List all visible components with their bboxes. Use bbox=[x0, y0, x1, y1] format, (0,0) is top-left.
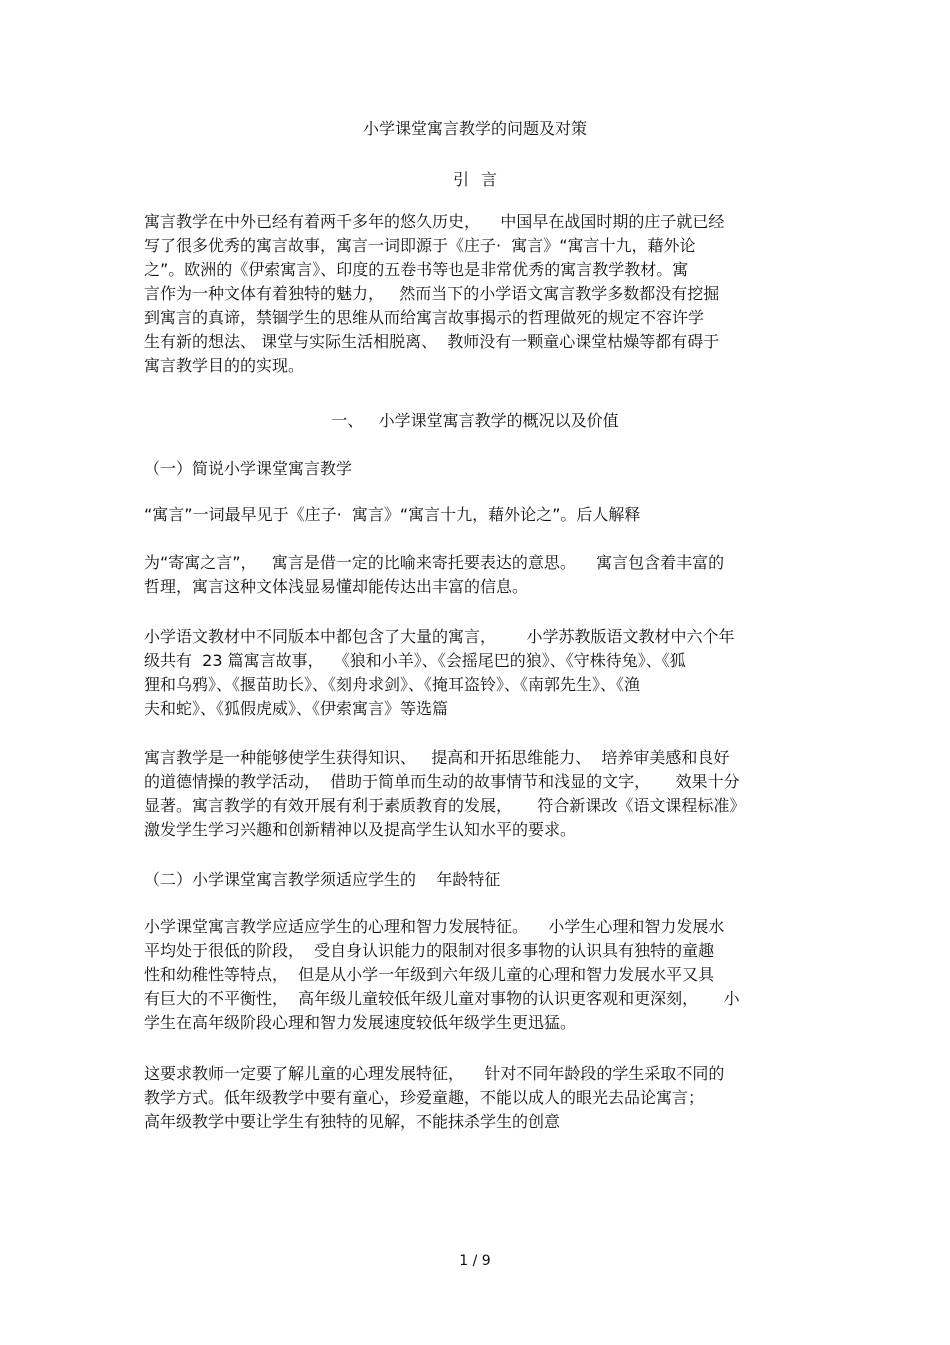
paragraph-line: 哲理，寓言这种文体浅显易懂却能传达出丰富的信息。 bbox=[144, 577, 529, 596]
paragraph-line: 寓言教学目的的实现。 bbox=[144, 356, 305, 375]
paragraph-3 bbox=[144, 625, 809, 721]
paragraph-line: 教学方式。低年级教学中要有童心，珍爱童趣，不能以成人的眼光去品论寓言； bbox=[144, 1088, 705, 1107]
paragraph-line: 之”。欧洲的《伊索寓言》、印度的五卷书等也是非常优秀的寓言教学教材。寓 bbox=[144, 260, 689, 279]
paragraph-line: “寓言”一词最早见于《庄子· 寓言》“寓言十九，藉外论之”。后人解释 bbox=[144, 505, 641, 524]
paragraph-line: 有巨大的不平衡性， 高年级儿童较低年级儿童对事物的认识更客观和更深刻， 小 bbox=[144, 989, 740, 1008]
paragraph-line: 平均处于很低的阶段， 受自身认识能力的限制对很多事物的认识具有独特的童趣 bbox=[144, 941, 715, 960]
paragraph-6 bbox=[144, 1062, 809, 1134]
document-title: 小学课堂寓言教学的问题及对策 bbox=[362, 119, 587, 138]
paragraph-line: 小学课堂寓言教学应适应学生的心理和智力发展特征。 小学生心理和智力发展水 bbox=[144, 917, 725, 936]
paragraph-line: 这要求教师一定要了解儿童的心理发展特征， 针对不同年龄段的学生采取不同的 bbox=[144, 1064, 725, 1083]
paragraph-line: 寓言教学是一种能够使学生获得知识、 提高和开拓思维能力、 培养审美感和良好 bbox=[144, 748, 730, 767]
paragraph-line: 夫和蛇》、《狐假虎威》、《伊索寓言》等选篇 bbox=[144, 699, 449, 718]
paragraph-line: 狸和乌鸦》、《揠苗助长》、《刻舟求剑》、《掩耳盗铃》、《南郭先生》、《渔 bbox=[144, 675, 641, 694]
paragraph-line: 学生在高年级阶段心理和智力发展速度较低年级学生更迅猛。 bbox=[144, 1013, 577, 1032]
paragraph-2 bbox=[144, 551, 809, 599]
intro-heading: 引言 bbox=[452, 170, 509, 189]
paragraph-line: 的道德情操的教学活动， 借助于简单而生动的故事情节和浅显的文字， 效果十分 bbox=[144, 772, 740, 791]
paragraph-line: 为“寄寓之言”， 寓言是借一定的比喻来寄托要表达的意思。 寓言包含着丰富的 bbox=[144, 553, 725, 572]
paragraph-line: 级共有 23 篇寓言故事， 《狼和小羊》、《会摇尾巴的狼》、《守株待兔》、《狐 bbox=[144, 651, 686, 670]
paragraph-line: 寓言教学在中外已经有着两千多年的悠久历史， 中国早在战国时期的庄子就已经 bbox=[144, 212, 725, 231]
section-one-heading: 一、 小学课堂寓言教学的概况以及价值 bbox=[331, 411, 619, 430]
subsection-two-heading: （二）小学课堂寓言教学须适应学生的 年龄特征 bbox=[144, 870, 501, 889]
paragraph-1 bbox=[144, 503, 809, 527]
paragraph-line: 高年级教学中要让学生有独特的见解，不能抹杀学生的创意 bbox=[144, 1112, 561, 1131]
paragraph-line: 性和幼稚性等特点， 但是从小学一年级到六年级儿童的心理和智力发展水平又具 bbox=[144, 965, 715, 984]
paragraph-5 bbox=[144, 915, 809, 1035]
intro-paragraph bbox=[144, 210, 809, 378]
paragraph-line: 激发学生学习兴趣和创新精神以及提高学生认知水平的要求。 bbox=[144, 820, 577, 839]
paragraph-line: 到寓言的真谛，禁锢学生的思维从而给寓言故事揭示的哲理做死的规定不容许学 bbox=[144, 308, 705, 327]
page-number: 1 / 9 bbox=[459, 1253, 491, 1269]
subsection-one-heading: （一）简说小学课堂寓言教学 bbox=[144, 459, 353, 478]
paragraph-line: 显著。寓言教学的有效开展有利于素质教育的发展， 符合新课改《语文课程标准》 bbox=[144, 796, 746, 815]
paragraph-line: 生有新的想法、 课堂与实际生活相脱离、 教师没有一颗童心课堂枯燥等都有碍于 bbox=[144, 332, 720, 351]
paragraph-4 bbox=[144, 746, 809, 842]
paragraph-line: 小学语文教材中不同版本中都包含了大量的寓言， 小学苏教版语文教材中六个年 bbox=[144, 627, 735, 646]
paragraph-line: 言作为一种文体有着独特的魅力， 然而当下的小学语文寓言教学多数都没有挖掘 bbox=[144, 284, 720, 303]
paragraph-line: 写了很多优秀的寓言故事，寓言一词即源于《庄子· 寓言》“寓言十九，藉外论 bbox=[144, 236, 696, 255]
